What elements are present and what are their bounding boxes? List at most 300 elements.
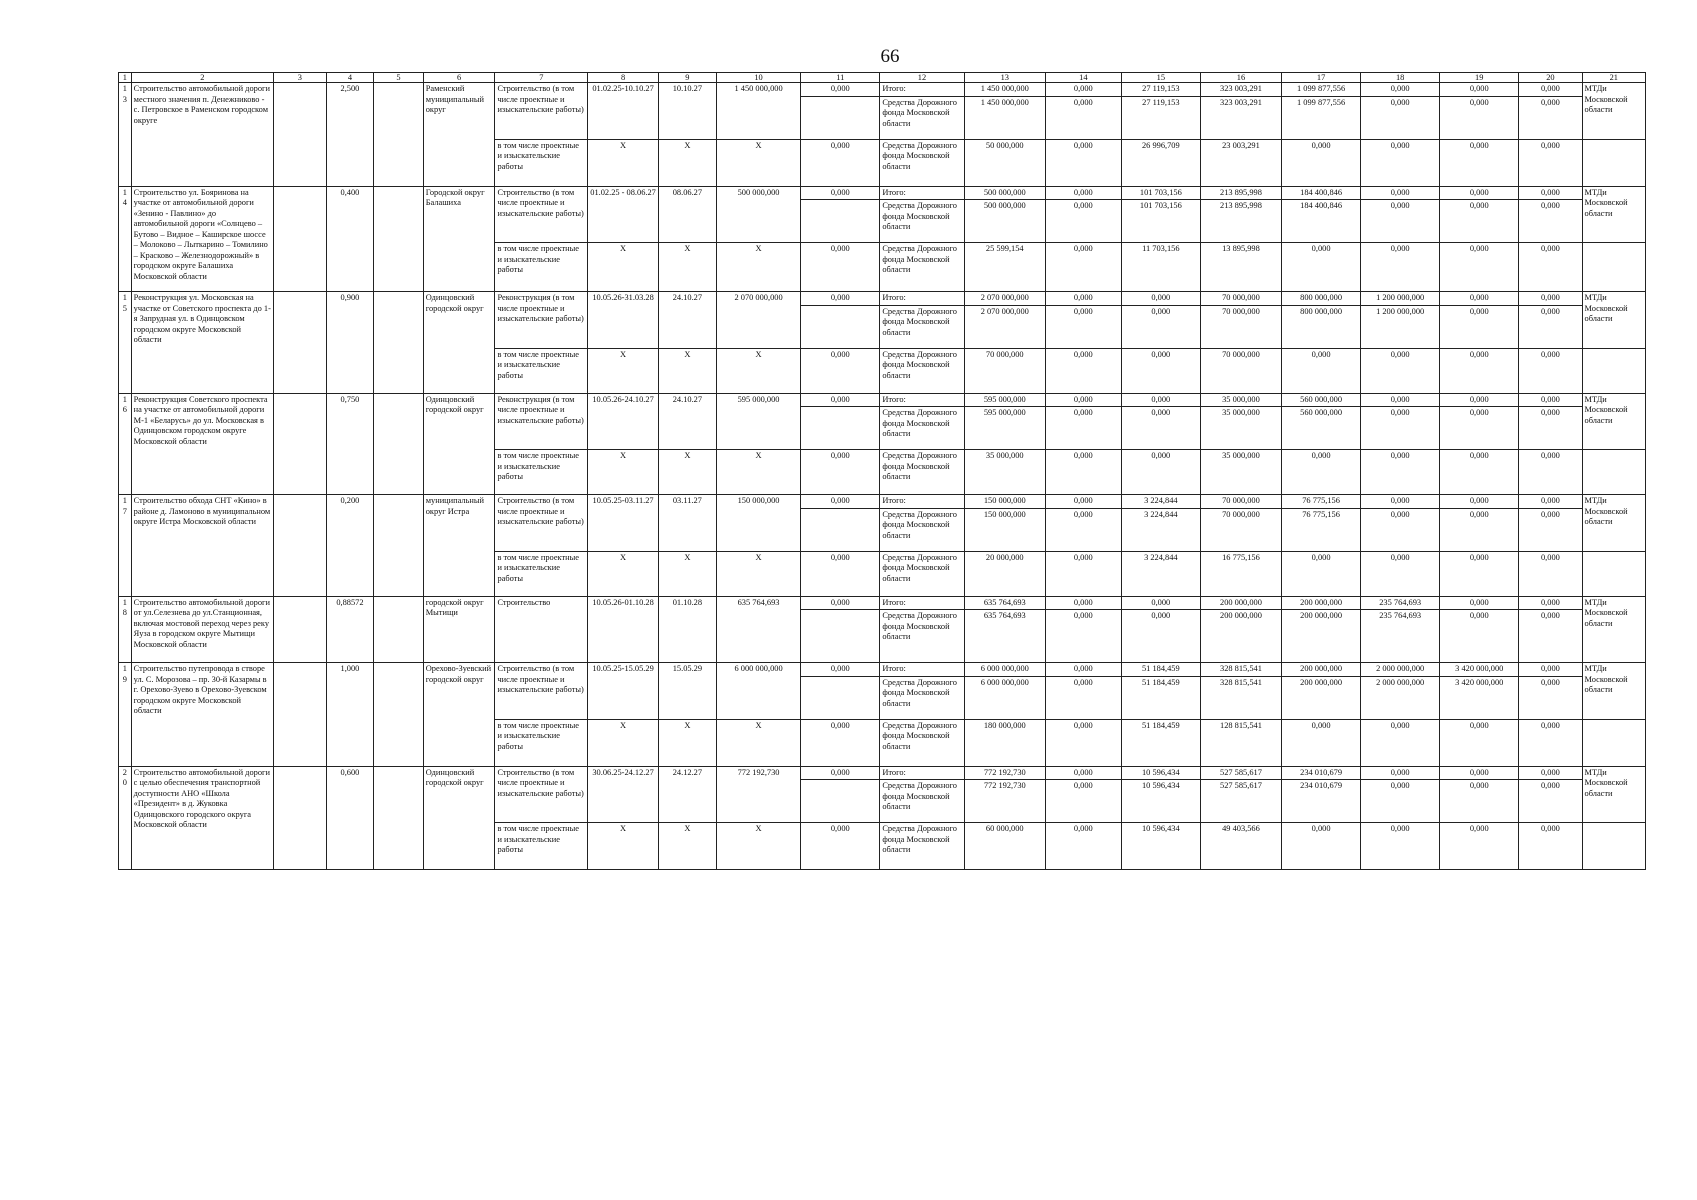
- work-type: Строительство (в том числе проектные и изыскательские работы): [495, 663, 588, 720]
- value-col-20: 0,000: [1519, 292, 1582, 306]
- col-11-value: 0,000: [801, 766, 880, 780]
- value-col-18: 0,000: [1361, 83, 1440, 97]
- municipality: Одинцовский городской округ: [423, 766, 495, 870]
- x-mark: X: [716, 348, 800, 393]
- total-cost: 150 000,000: [716, 495, 800, 552]
- executor: МТДи Московской области: [1582, 663, 1645, 720]
- col-5-cell: [374, 766, 424, 870]
- value-col-14: 0,000: [1045, 766, 1121, 780]
- col-3-cell: [274, 83, 327, 187]
- table-row: [119, 495, 1646, 509]
- value-col-18: 2 000 000,000: [1361, 676, 1440, 719]
- col-11-value: [801, 200, 880, 243]
- value-col-17: 76 775,156: [1282, 495, 1361, 509]
- x-mark: X: [658, 719, 716, 766]
- municipality: Одинцовский городской округ: [423, 292, 495, 394]
- column-number-8: 8: [588, 73, 659, 83]
- value-col-17: 200 000,000: [1282, 610, 1361, 663]
- completion-date: 24.12.27: [658, 766, 716, 823]
- value-col-19: 0,000: [1440, 243, 1519, 292]
- x-mark: X: [658, 243, 716, 292]
- value-col-14: 0,000: [1045, 676, 1121, 719]
- value-col-19: 0,000: [1440, 495, 1519, 509]
- funding-source: Средства Дорожного фонда Московской области: [880, 348, 964, 393]
- value-col-19: 0,000: [1440, 450, 1519, 495]
- value-col-20: 0,000: [1519, 139, 1582, 186]
- value-col-14: 0,000: [1045, 83, 1121, 97]
- work-type: Реконструкция (в том числе проектные и изыскательские работы): [495, 292, 588, 349]
- value-col-18: 1 200 000,000: [1361, 305, 1440, 348]
- object-name: Строительство ул. Бояринова на участке от автомобильной дороги «Зенино - Павлино» до автомобильной дороги «Солнцево – Бутово – Видное – Каширское шоссе – Молоково – Лыткарино – Томилино – Красково – Железнодорожный» в городском округе Балашиха Московской области: [131, 186, 273, 292]
- funding-source: Итого:: [880, 83, 964, 97]
- col-11-value: 0,000: [801, 663, 880, 677]
- total-cost: 635 764,693: [716, 596, 800, 663]
- work-type: Строительство (в том числе проектные и изыскательские работы): [495, 495, 588, 552]
- object-name: Строительство автомобильной дороги от ул.Селезнева до ул.Станционная, включая мостовой переход через реку Яуза в городском округе Мытищи Московской области: [131, 596, 273, 663]
- length-km: 0,900: [326, 292, 373, 394]
- x-mark: X: [658, 551, 716, 596]
- value-col-13: 595 000,000: [964, 393, 1045, 407]
- value-col-19: 0,000: [1440, 610, 1519, 663]
- value-col-19: 0,000: [1440, 407, 1519, 450]
- value-col-15: 0,000: [1121, 393, 1200, 407]
- col-3-cell: [274, 495, 327, 597]
- value-col-15: 0,000: [1121, 292, 1200, 306]
- funding-source: Средства Дорожного фонда Московской области: [880, 508, 964, 551]
- value-col-18: 0,000: [1361, 393, 1440, 407]
- executor-empty: [1582, 348, 1645, 393]
- completion-date: 15.05.29: [658, 663, 716, 720]
- x-mark: X: [588, 139, 659, 186]
- column-number-6: 6: [423, 73, 495, 83]
- col-11-value: [801, 780, 880, 823]
- x-mark: X: [588, 719, 659, 766]
- period: 30.06.25-24.12.27: [588, 766, 659, 823]
- value-col-17: 0,000: [1282, 243, 1361, 292]
- value-col-15: 3 224,844: [1121, 495, 1200, 509]
- value-col-20: 0,000: [1519, 186, 1582, 200]
- value-col-13: 60 000,000: [964, 823, 1045, 870]
- object-name: Строительство автомобильной дороги местного значения п. Денежниково - с. Петровское в Раменском городском округе: [131, 83, 273, 187]
- value-col-14: 0,000: [1045, 663, 1121, 677]
- column-number-12: 12: [880, 73, 964, 83]
- value-col-16: 16 775,156: [1200, 551, 1281, 596]
- column-number-17: 17: [1282, 73, 1361, 83]
- funding-source: Средства Дорожного фонда Московской области: [880, 200, 964, 243]
- total-cost: 595 000,000: [716, 393, 800, 450]
- completion-date: 01.10.28: [658, 596, 716, 663]
- value-col-13: 25 599,154: [964, 243, 1045, 292]
- col-11-value: 0,000: [801, 243, 880, 292]
- column-number-row: [119, 73, 1646, 83]
- col-11-value: 0,000: [801, 186, 880, 200]
- length-km: 0,88572: [326, 596, 373, 663]
- table-body: [119, 73, 1646, 870]
- value-col-14: 0,000: [1045, 596, 1121, 610]
- municipality: Орехово-Зуевский городской округ: [423, 663, 495, 767]
- value-col-17: 234 010,679: [1282, 766, 1361, 780]
- value-col-16: 128 815,541: [1200, 719, 1281, 766]
- completion-date: 08.06.27: [658, 186, 716, 243]
- x-mark: X: [658, 823, 716, 870]
- value-col-13: 70 000,000: [964, 348, 1045, 393]
- value-col-17: 0,000: [1282, 823, 1361, 870]
- work-type-design: в том числе проектные и изыскательские работы: [495, 551, 588, 596]
- work-type-design: в том числе проектные и изыскательские работы: [495, 348, 588, 393]
- col-11-value: 0,000: [801, 292, 880, 306]
- funding-source: Итого:: [880, 186, 964, 200]
- table-row: [119, 766, 1646, 780]
- work-type-design: в том числе проектные и изыскательские работы: [495, 139, 588, 186]
- municipality: городской округ Мытищи: [423, 596, 495, 663]
- value-col-18: 0,000: [1361, 186, 1440, 200]
- value-col-15: 0,000: [1121, 305, 1200, 348]
- col-11-value: 0,000: [801, 393, 880, 407]
- value-col-20: 0,000: [1519, 596, 1582, 610]
- value-col-20: 0,000: [1519, 610, 1582, 663]
- value-col-20: 0,000: [1519, 407, 1582, 450]
- col-3-cell: [274, 393, 327, 495]
- executor-empty: [1582, 823, 1645, 870]
- value-col-15: 10 596,434: [1121, 780, 1200, 823]
- value-col-13: 595 000,000: [964, 407, 1045, 450]
- value-col-18: 0,000: [1361, 450, 1440, 495]
- period: 10.05.26-01.10.28: [588, 596, 659, 663]
- value-col-20: 0,000: [1519, 305, 1582, 348]
- value-col-13: 1 450 000,000: [964, 96, 1045, 139]
- value-col-19: 0,000: [1440, 823, 1519, 870]
- column-number-10: 10: [716, 73, 800, 83]
- value-col-16: 35 000,000: [1200, 393, 1281, 407]
- completion-date: 10.10.27: [658, 83, 716, 140]
- period: 10.05.26-24.10.27: [588, 393, 659, 450]
- col-11-value: 0,000: [801, 139, 880, 186]
- total-cost: 500 000,000: [716, 186, 800, 243]
- x-mark: X: [716, 551, 800, 596]
- value-col-20: 0,000: [1519, 83, 1582, 97]
- value-col-19: 3 420 000,000: [1440, 663, 1519, 677]
- value-col-13: 180 000,000: [964, 719, 1045, 766]
- value-col-13: 20 000,000: [964, 551, 1045, 596]
- value-col-14: 0,000: [1045, 393, 1121, 407]
- value-col-18: 0,000: [1361, 139, 1440, 186]
- funding-source: Средства Дорожного фонда Московской области: [880, 139, 964, 186]
- col-5-cell: [374, 663, 424, 767]
- executor: МТДи Московской области: [1582, 393, 1645, 450]
- col-11-value: 0,000: [801, 596, 880, 610]
- value-col-15: 0,000: [1121, 348, 1200, 393]
- funding-source: Итого:: [880, 393, 964, 407]
- column-number-1: 1: [119, 73, 132, 83]
- value-col-13: 150 000,000: [964, 495, 1045, 509]
- value-col-15: 0,000: [1121, 407, 1200, 450]
- value-col-18: 0,000: [1361, 495, 1440, 509]
- total-cost: 2 070 000,000: [716, 292, 800, 349]
- funding-source: Средства Дорожного фонда Московской области: [880, 610, 964, 663]
- funding-source: Средства Дорожного фонда Московской области: [880, 676, 964, 719]
- value-col-14: 0,000: [1045, 823, 1121, 870]
- column-number-14: 14: [1045, 73, 1121, 83]
- funding-source: Средства Дорожного фонда Московской области: [880, 407, 964, 450]
- value-col-15: 10 596,434: [1121, 766, 1200, 780]
- column-number-3: 3: [274, 73, 327, 83]
- column-number-20: 20: [1519, 73, 1582, 83]
- work-type: Строительство: [495, 596, 588, 663]
- object-name: Строительство обхода СНТ «Кино» в районе д. Ламоново в муниципальном округе Истра Московской области: [131, 495, 273, 597]
- table-row: [119, 186, 1646, 200]
- value-col-17: 200 000,000: [1282, 676, 1361, 719]
- funding-source: Итого:: [880, 766, 964, 780]
- value-col-17: 800 000,000: [1282, 292, 1361, 306]
- value-col-20: 0,000: [1519, 551, 1582, 596]
- executor-empty: [1582, 450, 1645, 495]
- length-km: 0,200: [326, 495, 373, 597]
- col-3-cell: [274, 596, 327, 663]
- value-col-14: 0,000: [1045, 348, 1121, 393]
- value-col-17: 0,000: [1282, 348, 1361, 393]
- completion-date: 03.11.27: [658, 495, 716, 552]
- value-col-19: 0,000: [1440, 186, 1519, 200]
- total-cost: 772 192,730: [716, 766, 800, 823]
- x-mark: X: [588, 450, 659, 495]
- value-col-13: 772 192,730: [964, 780, 1045, 823]
- object-name: Строительство путепровода в створе ул. С. Морозова – пр. 30-й Казармы в г. Орехово-Зуево в Орехово-Зуевском городском округе Московской области: [131, 663, 273, 767]
- value-col-14: 0,000: [1045, 139, 1121, 186]
- value-col-19: 0,000: [1440, 719, 1519, 766]
- value-col-16: 70 000,000: [1200, 348, 1281, 393]
- value-col-19: 0,000: [1440, 551, 1519, 596]
- value-col-14: 0,000: [1045, 200, 1121, 243]
- total-cost: 1 450 000,000: [716, 83, 800, 140]
- column-number-21: 21: [1582, 73, 1645, 83]
- value-col-16: 70 000,000: [1200, 495, 1281, 509]
- value-col-16: 200 000,000: [1200, 610, 1281, 663]
- x-mark: X: [588, 551, 659, 596]
- value-col-19: 0,000: [1440, 200, 1519, 243]
- value-col-14: 0,000: [1045, 305, 1121, 348]
- municipality: Одинцовский городской округ: [423, 393, 495, 495]
- value-col-13: 635 764,693: [964, 596, 1045, 610]
- value-col-19: 0,000: [1440, 292, 1519, 306]
- work-type: Строительство (в том числе проектные и изыскательские работы): [495, 83, 588, 140]
- row-number: 17: [119, 495, 132, 597]
- col-3-cell: [274, 663, 327, 767]
- value-col-18: 0,000: [1361, 780, 1440, 823]
- work-type: Строительство (в том числе проектные и изыскательские работы): [495, 186, 588, 243]
- executor-empty: [1582, 719, 1645, 766]
- value-col-19: 0,000: [1440, 83, 1519, 97]
- value-col-16: 13 895,998: [1200, 243, 1281, 292]
- row-number: 19: [119, 663, 132, 767]
- executor-empty: [1582, 243, 1645, 292]
- length-km: 0,750: [326, 393, 373, 495]
- value-col-13: 2 070 000,000: [964, 292, 1045, 306]
- executor: МТДи Московской области: [1582, 766, 1645, 823]
- col-11-value: 0,000: [801, 823, 880, 870]
- value-col-20: 0,000: [1519, 348, 1582, 393]
- length-km: 1,000: [326, 663, 373, 767]
- table-row: [119, 663, 1646, 677]
- column-number-11: 11: [801, 73, 880, 83]
- col-5-cell: [374, 495, 424, 597]
- funding-source: Средства Дорожного фонда Московской области: [880, 96, 964, 139]
- funding-source: Итого:: [880, 663, 964, 677]
- value-col-14: 0,000: [1045, 508, 1121, 551]
- x-mark: X: [658, 348, 716, 393]
- value-col-16: 35 000,000: [1200, 407, 1281, 450]
- table-row: [119, 292, 1646, 306]
- value-col-18: 0,000: [1361, 348, 1440, 393]
- col-11-value: 0,000: [801, 551, 880, 596]
- funding-source: Средства Дорожного фонда Московской области: [880, 450, 964, 495]
- executor: МТДи Московской области: [1582, 495, 1645, 552]
- value-col-14: 0,000: [1045, 450, 1121, 495]
- value-col-17: 184 400,846: [1282, 186, 1361, 200]
- col-11-value: [801, 407, 880, 450]
- object-name: Реконструкция ул. Московская на участке от Советского проспекта до 1-я Запрудная ул. в Одинцовском городском округе Московской области: [131, 292, 273, 394]
- value-col-16: 213 895,998: [1200, 186, 1281, 200]
- value-col-16: 23 003,291: [1200, 139, 1281, 186]
- value-col-15: 26 996,709: [1121, 139, 1200, 186]
- value-col-15: 3 224,844: [1121, 508, 1200, 551]
- executor-empty: [1582, 551, 1645, 596]
- funding-source: Средства Дорожного фонда Московской области: [880, 719, 964, 766]
- value-col-15: 10 596,434: [1121, 823, 1200, 870]
- table-row: [119, 393, 1646, 407]
- executor-empty: [1582, 139, 1645, 186]
- value-col-20: 0,000: [1519, 780, 1582, 823]
- value-col-15: 0,000: [1121, 610, 1200, 663]
- value-col-19: 0,000: [1440, 305, 1519, 348]
- work-type: Реконструкция (в том числе проектные и изыскательские работы): [495, 393, 588, 450]
- value-col-16: 323 003,291: [1200, 83, 1281, 97]
- value-col-20: 0,000: [1519, 243, 1582, 292]
- value-col-14: 0,000: [1045, 243, 1121, 292]
- value-col-16: 323 003,291: [1200, 96, 1281, 139]
- value-col-17: 800 000,000: [1282, 305, 1361, 348]
- municipality: муниципальный округ Истра: [423, 495, 495, 597]
- col-5-cell: [374, 186, 424, 292]
- col-11-value: [801, 676, 880, 719]
- period: 10.05.25-15.05.29: [588, 663, 659, 720]
- value-col-16: 213 895,998: [1200, 200, 1281, 243]
- length-km: 0,600: [326, 766, 373, 870]
- object-name: Строительство автомобильной дороги с целью обеспечения транспортной доступности АНО «Школа «Президент» в д. Жуковка Одинцовского городского округа Московской области: [131, 766, 273, 870]
- funding-source: Итого:: [880, 495, 964, 509]
- page-number: 66: [880, 46, 900, 67]
- col-3-cell: [274, 766, 327, 870]
- work-type-design: в том числе проектные и изыскательские работы: [495, 450, 588, 495]
- x-mark: X: [716, 243, 800, 292]
- x-mark: X: [716, 823, 800, 870]
- value-col-19: 3 420 000,000: [1440, 676, 1519, 719]
- col-11-value: [801, 508, 880, 551]
- column-number-13: 13: [964, 73, 1045, 83]
- column-number-5: 5: [374, 73, 424, 83]
- value-col-20: 0,000: [1519, 823, 1582, 870]
- column-number-2: 2: [131, 73, 273, 83]
- value-col-15: 51 184,459: [1121, 676, 1200, 719]
- table-row: [119, 83, 1646, 97]
- value-col-14: 0,000: [1045, 780, 1121, 823]
- value-col-14: 0,000: [1045, 292, 1121, 306]
- value-col-20: 0,000: [1519, 200, 1582, 243]
- value-col-17: 0,000: [1282, 139, 1361, 186]
- value-col-17: 184 400,846: [1282, 200, 1361, 243]
- value-col-20: 0,000: [1519, 508, 1582, 551]
- x-mark: X: [716, 450, 800, 495]
- value-col-16: 527 585,617: [1200, 766, 1281, 780]
- col-11-value: [801, 96, 880, 139]
- col-11-value: 0,000: [801, 450, 880, 495]
- budget-table: [118, 72, 1646, 870]
- value-col-20: 0,000: [1519, 393, 1582, 407]
- period: 01.02.25-10.10.27: [588, 83, 659, 140]
- value-col-19: 0,000: [1440, 766, 1519, 780]
- executor: МТДи Московской области: [1582, 186, 1645, 243]
- value-col-13: 635 764,693: [964, 610, 1045, 663]
- x-mark: X: [588, 348, 659, 393]
- value-col-15: 101 703,156: [1121, 186, 1200, 200]
- value-col-18: 0,000: [1361, 407, 1440, 450]
- value-col-15: 0,000: [1121, 450, 1200, 495]
- funding-source: Средства Дорожного фонда Московской области: [880, 305, 964, 348]
- row-number: 14: [119, 186, 132, 292]
- column-number-18: 18: [1361, 73, 1440, 83]
- col-11-value: 0,000: [801, 348, 880, 393]
- funding-source: Средства Дорожного фонда Московской области: [880, 243, 964, 292]
- value-col-15: 0,000: [1121, 596, 1200, 610]
- value-col-16: 200 000,000: [1200, 596, 1281, 610]
- value-col-17: 1 099 877,556: [1282, 83, 1361, 97]
- funding-source: Итого:: [880, 596, 964, 610]
- column-number-7: 7: [495, 73, 588, 83]
- total-cost: 6 000 000,000: [716, 663, 800, 720]
- value-col-14: 0,000: [1045, 610, 1121, 663]
- value-col-18: 1 200 000,000: [1361, 292, 1440, 306]
- executor: МТДи Московской области: [1582, 83, 1645, 140]
- value-col-15: 11 703,156: [1121, 243, 1200, 292]
- value-col-17: 0,000: [1282, 450, 1361, 495]
- value-col-14: 0,000: [1045, 495, 1121, 509]
- col-5-cell: [374, 596, 424, 663]
- work-type-design: в том числе проектные и изыскательские работы: [495, 243, 588, 292]
- value-col-13: 6 000 000,000: [964, 676, 1045, 719]
- funding-source: Средства Дорожного фонда Московской области: [880, 780, 964, 823]
- executor: МТДи Московской области: [1582, 596, 1645, 663]
- value-col-20: 0,000: [1519, 450, 1582, 495]
- value-col-17: 0,000: [1282, 719, 1361, 766]
- value-col-17: 200 000,000: [1282, 663, 1361, 677]
- value-col-13: 500 000,000: [964, 186, 1045, 200]
- column-number-4: 4: [326, 73, 373, 83]
- value-col-16: 35 000,000: [1200, 450, 1281, 495]
- value-col-15: 27 119,153: [1121, 96, 1200, 139]
- value-col-16: 49 403,566: [1200, 823, 1281, 870]
- value-col-13: 150 000,000: [964, 508, 1045, 551]
- value-col-18: 2 000 000,000: [1361, 663, 1440, 677]
- value-col-18: 235 764,693: [1361, 596, 1440, 610]
- value-col-17: 76 775,156: [1282, 508, 1361, 551]
- value-col-13: 2 070 000,000: [964, 305, 1045, 348]
- col-11-value: [801, 305, 880, 348]
- value-col-18: 0,000: [1361, 96, 1440, 139]
- value-col-16: 328 815,541: [1200, 676, 1281, 719]
- value-col-17: 560 000,000: [1282, 393, 1361, 407]
- value-col-14: 0,000: [1045, 186, 1121, 200]
- col-11-value: [801, 610, 880, 663]
- table-row: [119, 596, 1646, 610]
